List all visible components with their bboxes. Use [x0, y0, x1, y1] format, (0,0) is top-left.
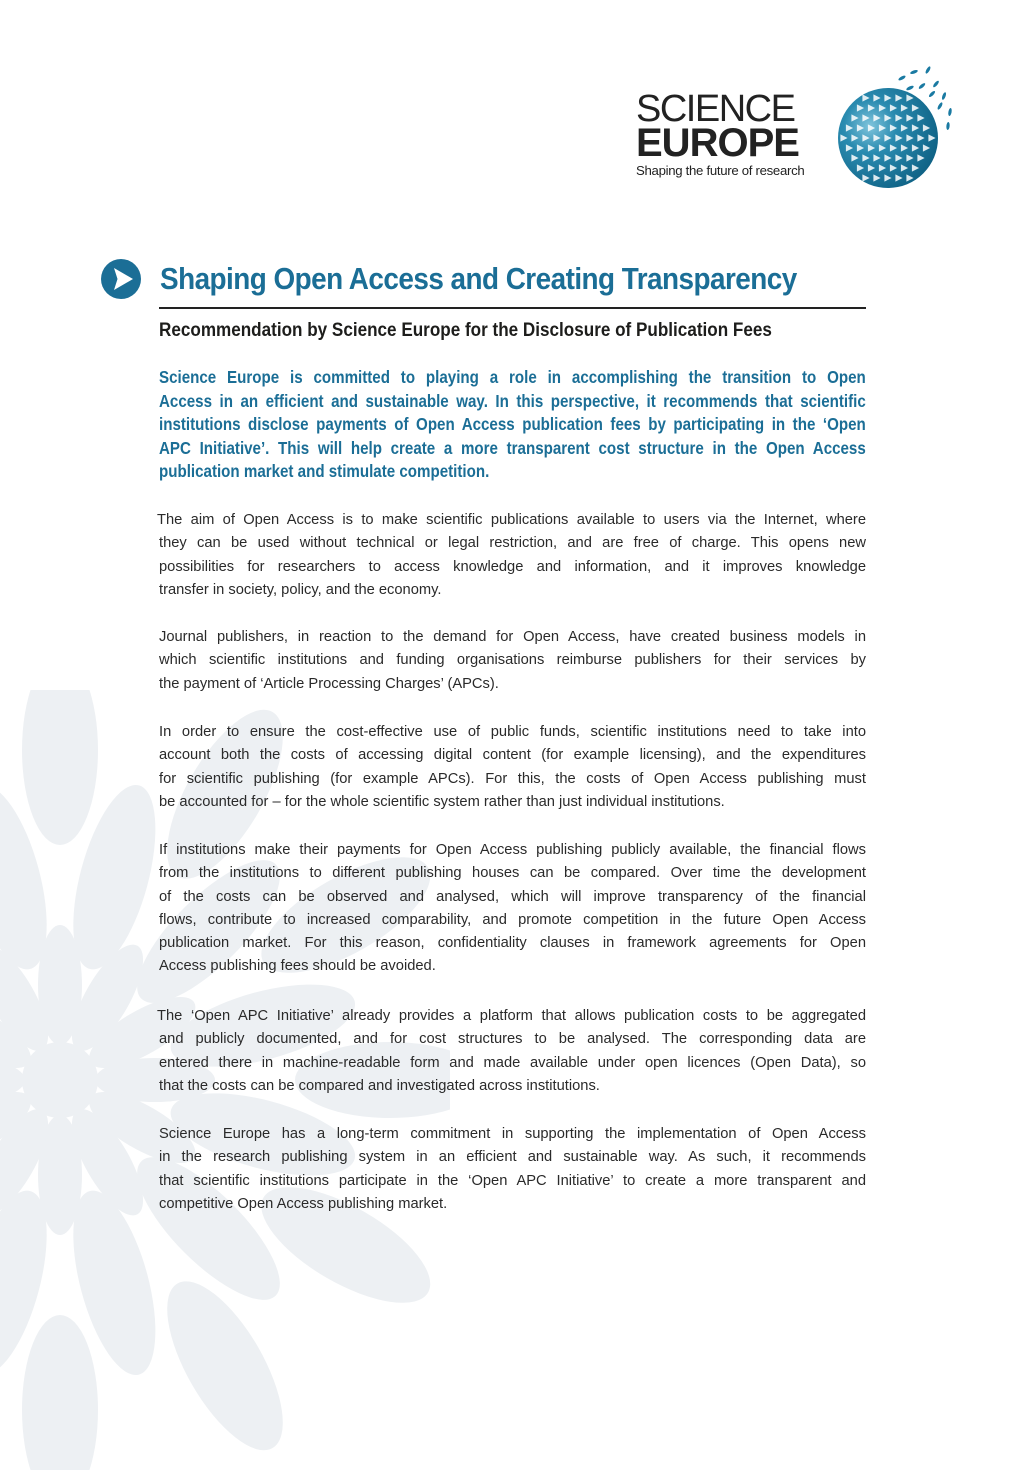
paragraph-line: entered there in machine-readable form and made available under open licences (Open Data), so [159, 1054, 866, 1071]
globe-fleck [928, 90, 936, 98]
globe-logo-icon [832, 66, 956, 191]
watermark-petal [22, 690, 98, 845]
paragraph-line: competitive Open Access publishing market. [159, 1195, 448, 1212]
paragraph-line: The ‘Open APC Initiative’ already provides a platform that allows publication costs to be aggregated [157, 1008, 866, 1024]
paragraph-line: in the research publishing system in an efficient and sustainable way. As such, it recommends [159, 1149, 866, 1166]
lead-line: publication market and stimulate competition. [159, 461, 490, 481]
paragraph-line: If institutions make their payments for Open Access publishing publicly available, the financial flows [159, 842, 866, 858]
globe-fleck [941, 92, 947, 101]
globe-fleck [946, 122, 950, 130]
globe-fleck [925, 66, 932, 74]
paragraph-open-access-aim [159, 509, 866, 602]
globe-fleck [937, 102, 944, 111]
paragraph-line: flows, contribute to increased comparability, and promote competition in the future Open Access [159, 911, 866, 928]
logo-wordmark [636, 88, 836, 180]
paragraph-line: Journal publishers, in reaction to the demand for Open Access, have created business models in [159, 629, 866, 645]
page-subtitle: Recommendation by Science Europe for the Disclosure of Publication Fees [159, 320, 772, 341]
paragraph-line: which scientific institutions and funding organisations reimburse publishers for their services by [159, 652, 866, 669]
play-circle-icon [100, 258, 142, 300]
paragraph-recommendation [159, 1123, 866, 1216]
science-europe-logo [636, 66, 956, 191]
paragraph-line: account both the costs of accessing digital content (for example licensing), and the expenditures [159, 747, 866, 764]
paragraph-journal-publishers [159, 626, 866, 696]
paragraph-open-apc-initiative [159, 1005, 866, 1098]
paragraph-line: Science Europe has a long-term commitment in supporting the implementation of Open Access [159, 1126, 866, 1142]
logo-europe-text: EUROPE [636, 121, 799, 165]
paragraph-line: The aim of Open Access is to make scientific publications available to users via the Internet, where [157, 512, 866, 528]
page-title: Shaping Open Access and Creating Transparency [160, 261, 797, 296]
paragraph-line: they can be used without technical or legal restriction, and are free of charge. This opens new [159, 535, 866, 552]
paragraph-cost-effective [159, 721, 866, 814]
title-divider [159, 307, 866, 309]
watermark-petal [145, 1265, 306, 1468]
lead-line: Access in an efficient and sustainable way. In this perspective, it recommends that scientific [159, 390, 866, 411]
paragraph-line: that the costs can be compared and investigated across institutions. [159, 1077, 600, 1094]
globe-fleck [948, 108, 953, 116]
lead-line: institutions disclose payments of Open Access publication fees by participating in the ‘Open [159, 414, 866, 434]
globe-fleck [898, 75, 907, 82]
watermark-petal [22, 1315, 98, 1470]
globe-fleck [918, 82, 926, 90]
paragraph-line: that scientific institutions participate in the ‘Open APC Initiative’ to create a more transparent and [159, 1172, 866, 1189]
logo-tagline: Shaping the future of research [636, 163, 805, 178]
paragraph-payments-disclosure [159, 839, 866, 979]
paragraph-line: of the costs can be observed and analysed, which will improve transparency of the financial [159, 888, 866, 905]
lead-summary [159, 366, 866, 484]
paragraph-line: In order to ensure the cost-effective use of public funds, scientific institutions need to take into [159, 724, 866, 740]
lead-line: APC Initiative’. This will help create a more transparent cost structure in the Open Access [159, 437, 866, 458]
lead-line: Science Europe is committed to playing a role in accomplishing the transition to Open [159, 367, 866, 387]
title-icon-wrapper [100, 258, 142, 300]
globe-fleck [932, 80, 940, 88]
paragraph-line: transfer in society, policy, and the economy. [159, 581, 442, 598]
paragraph-line: be accounted for – for the whole scientific system rather than just individual institutions. [159, 793, 725, 810]
globe-fleck [910, 69, 919, 75]
paragraph-line: the payment of ‘Article Processing Charges’ (APCs). [159, 675, 499, 692]
globe-fleck [906, 85, 915, 91]
paragraph-line: and publicly documented, and for cost structures to be analysed. The corresponding data are [159, 1031, 866, 1048]
paragraph-line: possibilities for researchers to access knowledge and information, and it improves knowledge [159, 558, 866, 575]
paragraph-line: from the institutions to different publishing houses can be compared. Over time the development [159, 865, 866, 882]
paragraph-line: Access publishing fees should be avoided. [159, 958, 436, 975]
logo-science-text: SCIENCE [636, 88, 795, 130]
paragraph-line: for scientific publishing (for example APCs). For this, the costs of Open Access publishing must [159, 770, 866, 787]
paragraph-line: publication market. For this reason, confidentiality clauses in framework agreements for Open [159, 935, 866, 952]
watermark-center [22, 1042, 98, 1118]
